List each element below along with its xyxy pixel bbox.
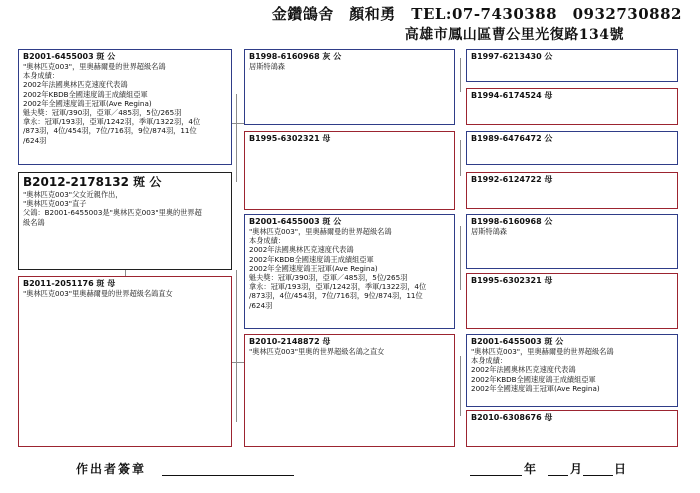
dam-sire-line: 拿永：冠軍/193羽，亞軍/1242羽，季軍/1322羽，4位 [249, 282, 427, 292]
month-label: 月 [570, 462, 583, 476]
dam-dam-sire-line: 2002年法國奧林匹克速度代表鴿 [471, 365, 576, 375]
year-line[interactable] [470, 475, 522, 476]
connector-sd-vertical [460, 140, 461, 176]
signature-line[interactable] [162, 475, 294, 476]
dam-title: B2011-2051176 斑 母 [23, 279, 116, 288]
month-line[interactable] [548, 475, 568, 476]
dam-sire-title: B2001-6455003 斑 公 [249, 217, 342, 226]
dam-dam-dam-card[interactable] [466, 410, 678, 447]
sire-dam-sire-card[interactable] [466, 131, 678, 165]
sire-line: 2002年法國奧林匹克速度代表鴿 [23, 80, 128, 90]
dam-dam-sire-line: "奧林匹克003"，里奧赫爾曼的世界超級名鴿 [471, 347, 614, 356]
dam-sire-line: /624羽 [249, 300, 273, 310]
dam-dam-sire-card[interactable] [466, 334, 678, 407]
sire-card[interactable] [18, 49, 232, 165]
connector-dam-branch-vertical [236, 270, 237, 422]
dam-sire-line: 本身成績： [249, 236, 285, 246]
subject-card[interactable] [18, 172, 232, 270]
sire-sire-card[interactable] [244, 49, 455, 125]
sire-line: 本身成績： [23, 71, 59, 81]
dam-dam-line: "奧林匹克003"里奧的世界超級名鴿之直女 [249, 347, 385, 356]
dam-sire-line: 2002年法國奧林匹克速度代表鴿 [249, 245, 354, 255]
sire-dam-card[interactable] [244, 131, 455, 210]
dam-sire-card[interactable] [244, 214, 455, 329]
connector-dd-vertical [460, 356, 461, 416]
day-label: 日 [614, 462, 627, 476]
sire-line: 魁夫獎：冠軍/390羽，亞軍／485羽，5位/265羽 [23, 108, 182, 118]
dam-sire-line: /873羽，4位/454羽，7位/716羽，9位/874羽，11位 [249, 291, 423, 301]
sire-title: B2001-6455003 斑 公 [23, 52, 116, 61]
sire-dam-dam-card[interactable] [466, 172, 678, 209]
dam-dam-sire-title: B2001-6455003 斑 公 [471, 337, 564, 346]
connector-ds-vertical [460, 226, 461, 290]
connector-ss-vertical [460, 58, 461, 92]
sire-sire-sire-card[interactable] [466, 49, 678, 82]
dam-dam-dam-title: B2010-6308676 母 [471, 413, 553, 422]
subject-line: 級名鴿 [23, 217, 45, 227]
sire-dam-sire-title: B1989-6476472 公 [471, 134, 553, 143]
sire-sire-line: 居斯特鴿森 [249, 62, 285, 71]
year-label: 年 [524, 462, 537, 476]
dam-card[interactable] [18, 276, 232, 447]
day-line[interactable] [583, 475, 613, 476]
signature-footer [0, 458, 700, 482]
sire-dam-title: B1995-6302321 母 [249, 134, 331, 143]
sire-sire-title: B1998-6160968 灰 公 [249, 52, 342, 61]
sire-sire-sire-title: B1997-6213430 公 [471, 52, 553, 61]
header-address-line: 高雄市鳳山區曹公里光復路134號 [404, 27, 624, 43]
dam-sire-line: 2002年全國速度鴿王冠軍(Ave Regina) [249, 263, 378, 273]
sire-sire-dam-title: B1994-6174524 母 [471, 91, 553, 100]
dam-dam-sire-line: 2002年KBDB全國速度鴿王成績組亞軍 [471, 374, 596, 384]
dam-sire-sire-card[interactable] [466, 214, 678, 269]
dam-sire-sire-line: 居斯特鴿森 [471, 227, 507, 236]
dam-sire-line: "奧林匹克003"，里奧赫爾曼的世界超級名鴿 [249, 227, 392, 236]
header-contact-line: 金鑽鴿舍 顏和勇 TEL:07-7430388 0932730882 [271, 5, 682, 23]
sire-dam-dam-title: B1992-6124722 母 [471, 175, 553, 184]
subject-line: 父鴿：B2001-6455003是"奧林匹克003"里奧的世界超 [23, 208, 202, 218]
sire-sire-dam-card[interactable] [466, 88, 678, 125]
subject-line: "奧林匹克003"直子 [23, 199, 87, 209]
dam-sire-line: 2002年KBDB全國速度鴿王成績組亞軍 [249, 254, 374, 264]
connector-dam-branch-horizontal [232, 362, 244, 363]
dam-sire-sire-title: B1998-6160968 公 [471, 217, 553, 226]
sire-line: /624羽 [23, 135, 47, 145]
subject-title: B2012-2178132 斑 公 [23, 175, 162, 189]
signature-label: 作出者簽章 [76, 462, 147, 476]
dam-dam-card[interactable] [244, 334, 455, 447]
dam-dam-sire-line: 2002年全國速度鴿王冠軍(Ave Regina) [471, 383, 600, 393]
sire-line: /873羽，4位/454羽，7位/716羽，9位/874羽，11位 [23, 126, 197, 136]
dam-line: "奧林匹克003"里奧赫爾曼的世界超級名鴿直女 [23, 289, 173, 298]
dam-sire-dam-card[interactable] [466, 273, 678, 329]
connector-sire-branch-vertical [236, 94, 237, 182]
dam-sire-line: 魁夫獎：冠軍/390羽，亞軍／485羽，5位/265羽 [249, 273, 408, 283]
subject-line: "奧林匹克003"父女近親作出， [23, 190, 123, 199]
dam-dam-sire-line: 本身成績： [471, 356, 507, 366]
dam-sire-dam-title: B1995-6302321 母 [471, 276, 553, 285]
connector-sire-branch-horizontal [232, 123, 244, 124]
sire-line: 2002年KBDB全國速度鴿王成績組亞軍 [23, 89, 148, 99]
sire-line: "奧林匹克003"，里奧赫爾曼的世界超級名鴿 [23, 62, 166, 71]
sire-line: 拿永：冠軍/193羽，亞軍/1242羽，季軍/1322羽，4位 [23, 117, 201, 127]
dam-dam-title: B2010-2148872 母 [249, 337, 331, 346]
sire-line: 2002年全國速度鴿王冠軍(Ave Regina) [23, 98, 152, 108]
header [252, 4, 682, 45]
